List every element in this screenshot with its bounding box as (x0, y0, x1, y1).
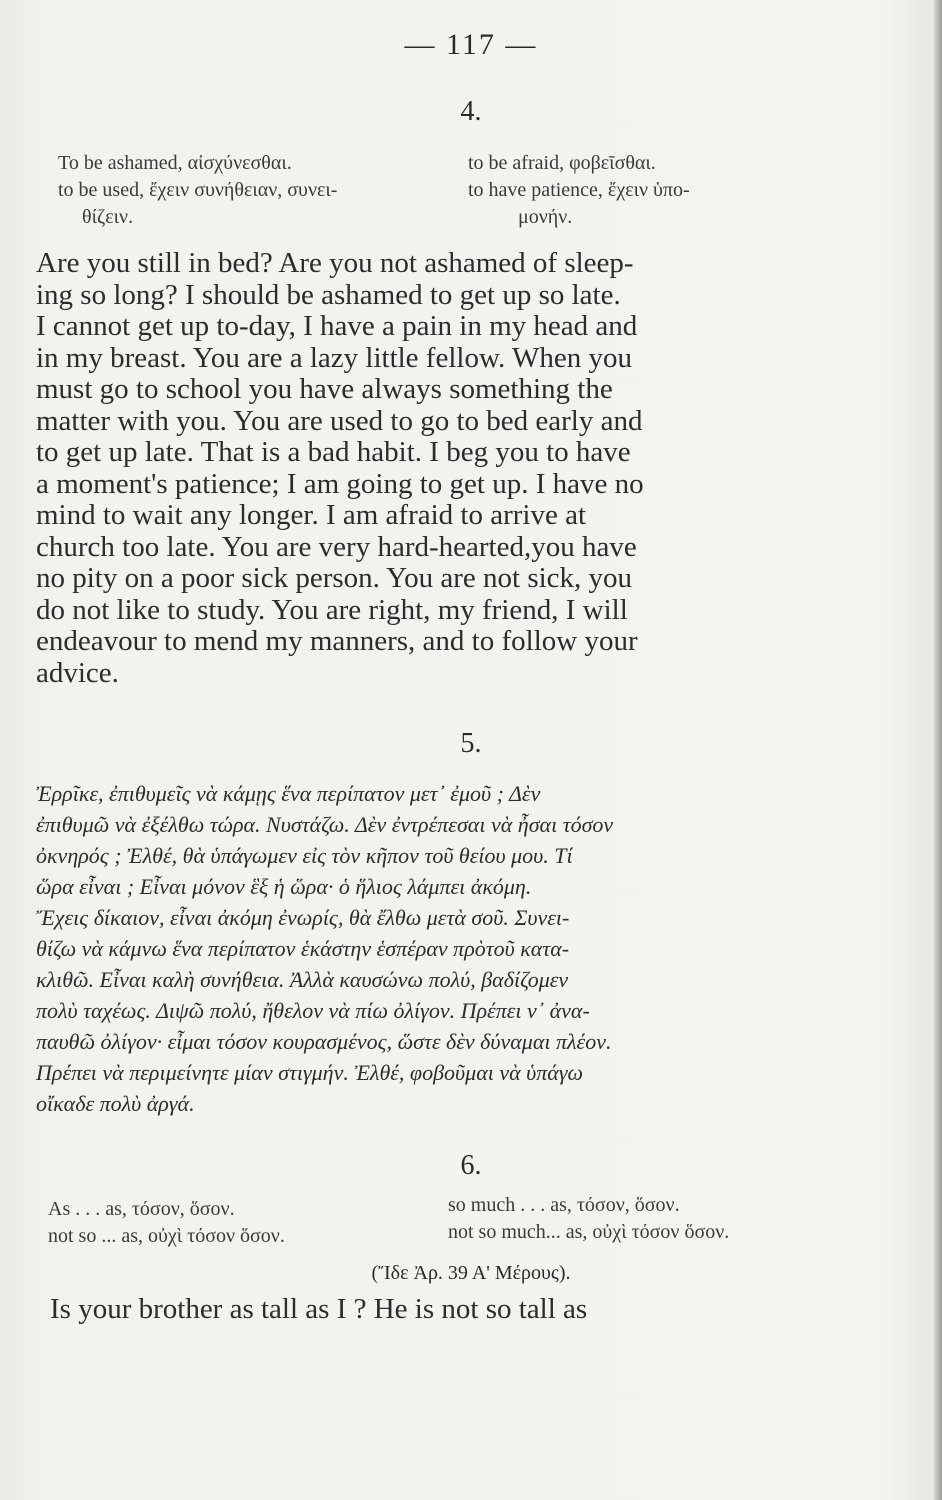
page-number: — 117 — (404, 28, 538, 61)
section-4-vocab-right (468, 150, 690, 231)
text-line: κλιθῶ. Εἶναι καλὴ συνήθεια. Ἀλλὰ καυσώνω πολύ, βαδίζομεν (36, 967, 569, 992)
text-line: Πρέπει νὰ περιμείνητε μίαν στιγμήν. Ἐλθέ, φοβοῦμαι νὰ ὑπάγω (36, 1060, 584, 1085)
text-line: in my breast. You are a lazy little fellow. When you (36, 341, 632, 374)
text-line: a moment's patience; I am going to get up. I have no (36, 467, 644, 500)
text-line: ὀκνηρός ; Ἐλθέ, θὰ ὑπάγωμεν εἰς τὸν κῆπον τοῦ θείου μου. Τί (36, 843, 573, 868)
text-line: advice. (36, 656, 119, 689)
text-line: ing so long? I should be ashamed to get up so late. (36, 278, 621, 311)
vocab-line: to be afraid, φοβεῖσθαι. (468, 152, 656, 174)
text-line: Are you still in bed? Are you not ashamed of sleep- (36, 247, 634, 279)
text-line: Is your brother as tall as I ? He is not so tall as (50, 1293, 588, 1325)
vocab-line: μονήν. (518, 206, 573, 228)
text-line: Ἔχεις δίκαιον, εἶναι ἀκόμη ἐνωρίς, θὰ ἔλθω μετὰ σοῦ. Συνει- (36, 905, 570, 930)
text-line: Ἐρρῖκε, ἐπιθυμεῖς νὰ κάμῃς ἕνα περίπατον μετ᾽ ἐμοῦ ; Δὲν (36, 781, 541, 806)
vocab-line: As . . . as, τόσον, ὅσον. (48, 1198, 235, 1220)
text-line: παυθῶ ὀλίγον· εἶμαι τόσον κουρασμένος, ὥστε δὲν δύναμαι πλέον. (36, 1029, 612, 1054)
text-line: ὥρα εἶναι ; Εἶναι μόνον ἓξ ἡ ὥρα· ὁ ἥλιος λάμπει ἀκόμη. (36, 874, 532, 899)
reference-note: (Ἴδε Ἀρ. 39 Α' Μέρους). (371, 1262, 571, 1284)
vocab-line: not so ... as, οὐχὶ τόσον ὅσον. (48, 1225, 285, 1247)
section-6-vocab-left (48, 1196, 285, 1250)
section-5-paragraph (36, 778, 826, 1119)
vocab-line: to have patience, ἔχειν ὑπο- (468, 179, 690, 201)
text-line: must go to school you have always something the (36, 373, 613, 405)
text-line: I cannot get up to-day, I have a pain in my head and (36, 310, 638, 342)
text-line: θίζω νὰ κάμνω ἕνα περίπατον ἑκάστην ἑσπέραν πρὸτοῦ κατα- (36, 936, 570, 961)
section-6-paragraph (50, 1294, 840, 1326)
text-line: ἐπιθυμῶ νὰ ἐξέλθω τώρα. Νυστάζω. Δὲν ἐντρέπεσαι νὰ ἦσαι τόσον (36, 812, 614, 837)
text-line: mind to wait any longer. I am afraid to arrive at (36, 499, 587, 531)
text-line: matter with you. You are used to go to bed early and (36, 404, 643, 437)
text-line: no pity on a poor sick person. You are not sick, you (36, 562, 633, 594)
text-line: to get up late. That is a bad habit. I beg you to have (36, 436, 631, 468)
section-6-vocab-right (448, 1192, 729, 1246)
text-line: church too late. You are very hard-hearted,you have (36, 530, 637, 563)
text-line: do not like to study. You are right, my friend, I will (36, 593, 628, 626)
section-5-heading: 5. (460, 728, 482, 759)
vocab-line: to be used, ἔχειν συνήθειαν, συνει- (58, 179, 338, 201)
text-line: πολὺ ταχέως. Διψῶ πολύ, ἤθελον νὰ πίω ὀλίγον. Πρέπει ν᾽ ἀνα- (36, 998, 590, 1023)
vocab-line: not so much... as, οὐχὶ τόσον ὅσον. (448, 1221, 730, 1243)
section-4-heading: 4. (460, 96, 482, 127)
section-4-paragraph (36, 248, 826, 689)
text-line: οἴκαδε πολὺ ἀργά. (36, 1091, 195, 1116)
vocab-line: θίζειν. (82, 206, 134, 228)
text-line: endeavour to mend my manners, and to follow your (36, 625, 638, 657)
vocab-line: To be ashamed, αἰσχύνεσθαι. (58, 152, 292, 174)
section-4-vocab-left (58, 150, 337, 231)
section-6-heading: 6. (460, 1150, 482, 1181)
vocab-line: so much . . . as, τόσον, ὅσον. (448, 1194, 680, 1216)
